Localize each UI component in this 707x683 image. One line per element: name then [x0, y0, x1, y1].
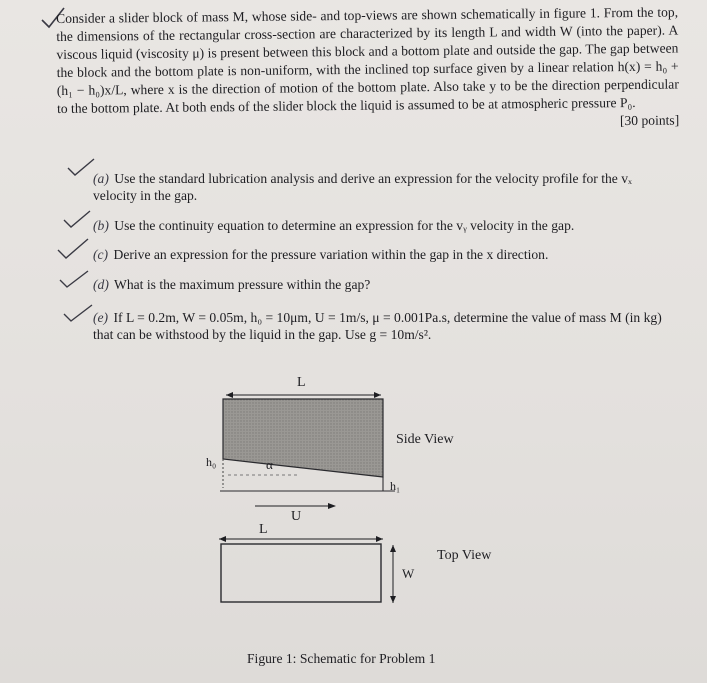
label-h1: h₁: [390, 479, 401, 493]
arrowhead-icon: [226, 392, 233, 398]
label-top-view: Top View: [437, 548, 492, 563]
label-W: W: [402, 566, 415, 581]
label-alpha: α: [266, 457, 273, 472]
arrowhead-icon: [328, 503, 336, 509]
label-L-top: L: [297, 375, 306, 390]
arrowhead-icon: [390, 596, 396, 603]
slider-block: [223, 399, 383, 477]
part-text: Derive an expression for the pressure variation within the gap in the x direction.: [113, 247, 549, 262]
arrowhead-icon: [374, 392, 381, 398]
part-text: If L = 0.2m, W = 0.05m, h₀ = 10μm, U = 1m/s, μ = 0.001Pa.s, determine the value of mass M (in kg) that can be withstood by the liquid in the gap. Use g = 10m/s².: [93, 310, 662, 342]
arrowhead-icon: [219, 536, 226, 542]
part-label: (b): [93, 218, 109, 233]
points-label: [30 points]: [619, 112, 680, 129]
part-text: Use the standard lubrication analysis and derive an expression for the velocity profile for the vₓ velocity in the gap.: [93, 171, 632, 203]
intro-text: Consider a slider block of mass M, whose side- and top-views are shown schematically in figure 1. From the top, the dimensions of the rectangular cross-section are characterized by its length L and width W (into the paper). A viscous liquid (viscosity μ) is present between this block and a bottom plate and outside the gap. The gap between the block and the bottom plate is non-uniform, with the inclined top surface given by a linear relation h(x) = h₀ + (h₁ − h₀)x/L, where x is the direction of motion of the bottom plate. Also take y to be the direction perpendicular to the bottom plate. At both ends of the slider block the liquid is assumed to be at atmospheric pressure P₀.: [56, 4, 679, 116]
label-L-bottom: L: [259, 522, 268, 537]
part-text: What is the maximum pressure within the gap?: [114, 277, 371, 292]
part-label: (c): [93, 247, 109, 262]
part-label: (a): [93, 171, 109, 186]
arrowhead-icon: [376, 536, 383, 542]
label-side-view: Side View: [396, 432, 454, 447]
arrowhead-icon: [390, 545, 396, 552]
slider-top-view: [221, 544, 381, 602]
label-U: U: [291, 509, 302, 524]
part-label: (e): [93, 310, 109, 325]
part-label: (d): [93, 277, 109, 292]
figure-caption: Figure 1: Schematic for Problem 1: [247, 651, 436, 666]
part-text: Use the continuity equation to determine an expression for the vᵧ velocity in the gap.: [114, 218, 575, 233]
label-h0: h₀: [206, 455, 217, 469]
